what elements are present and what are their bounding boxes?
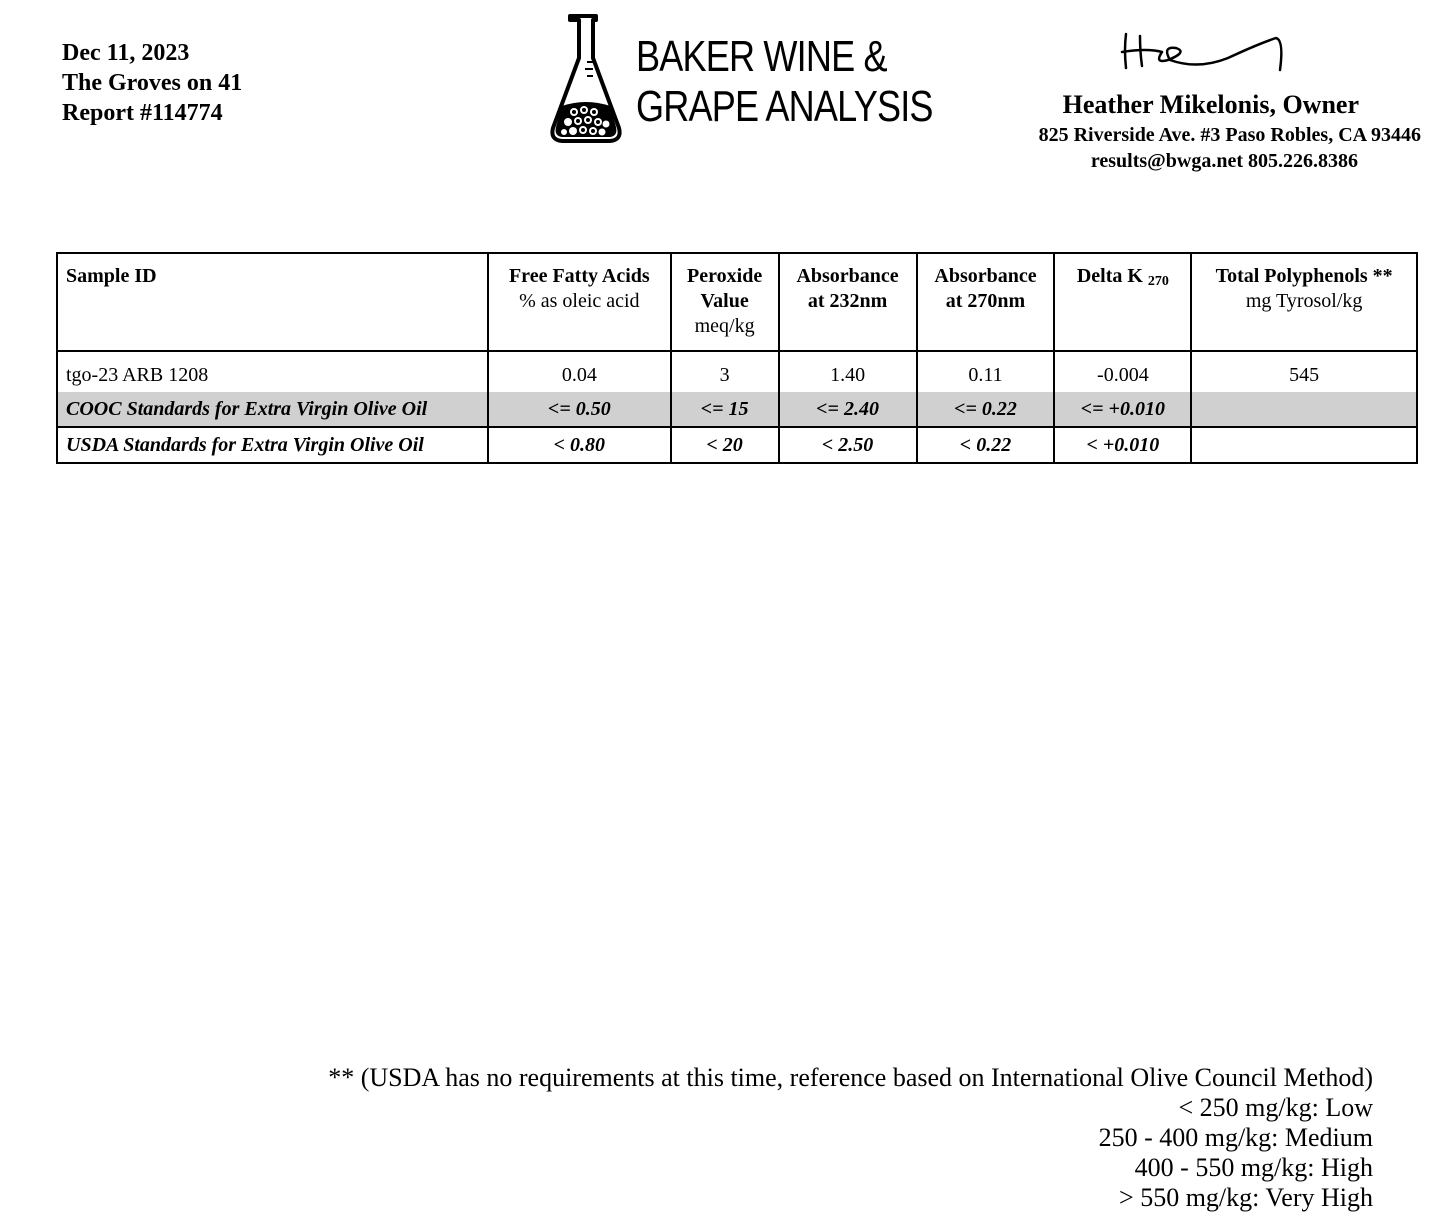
cell-abs232: < 2.50 (779, 427, 917, 463)
cell-abs232: <= 2.40 (779, 392, 917, 427)
cell-peroxide: < 20 (671, 427, 779, 463)
header-abs232-title2: at 232nm (807, 290, 888, 312)
lab-logo (548, 12, 933, 147)
header-poly-unit: mg Tyrosol/kg (1245, 290, 1363, 312)
flask-with-grapes-icon (548, 12, 624, 145)
report-number: Report #114774 (62, 100, 223, 126)
cell-polyphenols: 545 (1191, 351, 1417, 392)
header-absorbance-232 (779, 253, 917, 351)
footnote-line: > 550 mg/kg: Very High (1119, 1183, 1373, 1212)
results-table (56, 252, 1418, 464)
lab-contact: results@bwga.net 805.226.8386 (1090, 150, 1358, 172)
header-peroxide-title2: Value (700, 290, 749, 312)
header-absorbance-270 (917, 253, 1055, 351)
lab-name (636, 32, 933, 132)
cell-delta-k: -0.004 (1054, 351, 1191, 392)
cell-delta-k: <= +0.010 (1054, 392, 1191, 427)
footnote-line: < 250 mg/kg: Low (1178, 1093, 1373, 1122)
cell-ffa: <= 0.50 (488, 392, 671, 427)
header-free-fatty-acids (488, 253, 671, 351)
header-abs270-title1: Absorbance (934, 265, 1037, 287)
header-peroxide-title1: Peroxide (687, 265, 763, 287)
footnote-line: 250 - 400 mg/kg: Medium (1098, 1123, 1373, 1152)
header-peroxide-value (671, 253, 779, 351)
cell-sample-id: tgo-23 ARB 1208 (57, 351, 488, 392)
header-abs270-title2: at 270nm (945, 290, 1026, 312)
report-date: Dec 11, 2023 (62, 40, 190, 66)
owner-name: Heather Mikelonis, Owner (1062, 90, 1359, 119)
header-total-polyphenols (1191, 253, 1417, 351)
header-sample-id: Sample ID (57, 253, 488, 351)
header-delta-subscript: 270 (1147, 274, 1169, 289)
handwritten-signature (1118, 30, 1288, 78)
cell-ffa: < 0.80 (488, 427, 671, 463)
owner-contact-block (1039, 88, 1421, 174)
lab-address: 825 Riverside Ave. #3 Paso Robles, CA 93446 (1038, 124, 1421, 146)
cell-polyphenols (1191, 427, 1417, 463)
footnote-line: ** (USDA has no requirements at this time, reference based on International Olive Council Method) (328, 1063, 1373, 1092)
report-meta (62, 38, 242, 128)
client-name: The Groves on 41 (62, 70, 243, 96)
table-header-row (57, 253, 1417, 351)
cell-peroxide: <= 15 (671, 392, 779, 427)
cell-abs270: < 0.22 (917, 427, 1055, 463)
header-delta-label: Delta K (1076, 265, 1143, 287)
lab-name-line2: GRAPE ANALYSIS (636, 82, 933, 131)
header-delta-title (1063, 264, 1182, 294)
polyphenols-footnote (328, 1063, 1373, 1213)
cell-ffa: 0.04 (488, 351, 671, 392)
table-row (57, 351, 1417, 392)
header-ffa-unit: % as oleic acid (519, 290, 640, 312)
cell-peroxide: 3 (671, 351, 779, 392)
cell-delta-k: < +0.010 (1054, 427, 1191, 463)
cell-abs270: <= 0.22 (917, 392, 1055, 427)
cell-abs232: 1.40 (779, 351, 917, 392)
header-poly-title: Total Polyphenols ** (1215, 265, 1393, 287)
header-peroxide-unit: meq/kg (694, 315, 755, 337)
header-abs232-title1: Absorbance (796, 265, 899, 287)
cell-sample-id: COOC Standards for Extra Virgin Olive Oil (57, 392, 488, 427)
cell-polyphenols (1191, 392, 1417, 427)
cell-sample-id: USDA Standards for Extra Virgin Olive Oil (57, 427, 488, 463)
cell-abs270: 0.11 (917, 351, 1055, 392)
header-delta-k270 (1054, 253, 1191, 351)
table-row (57, 427, 1417, 463)
footnote-line: 400 - 550 mg/kg: High (1134, 1153, 1373, 1182)
lab-name-line1: BAKER WINE & (636, 32, 887, 81)
header-ffa-title: Free Fatty Acids (508, 265, 650, 287)
table-row (57, 392, 1417, 427)
